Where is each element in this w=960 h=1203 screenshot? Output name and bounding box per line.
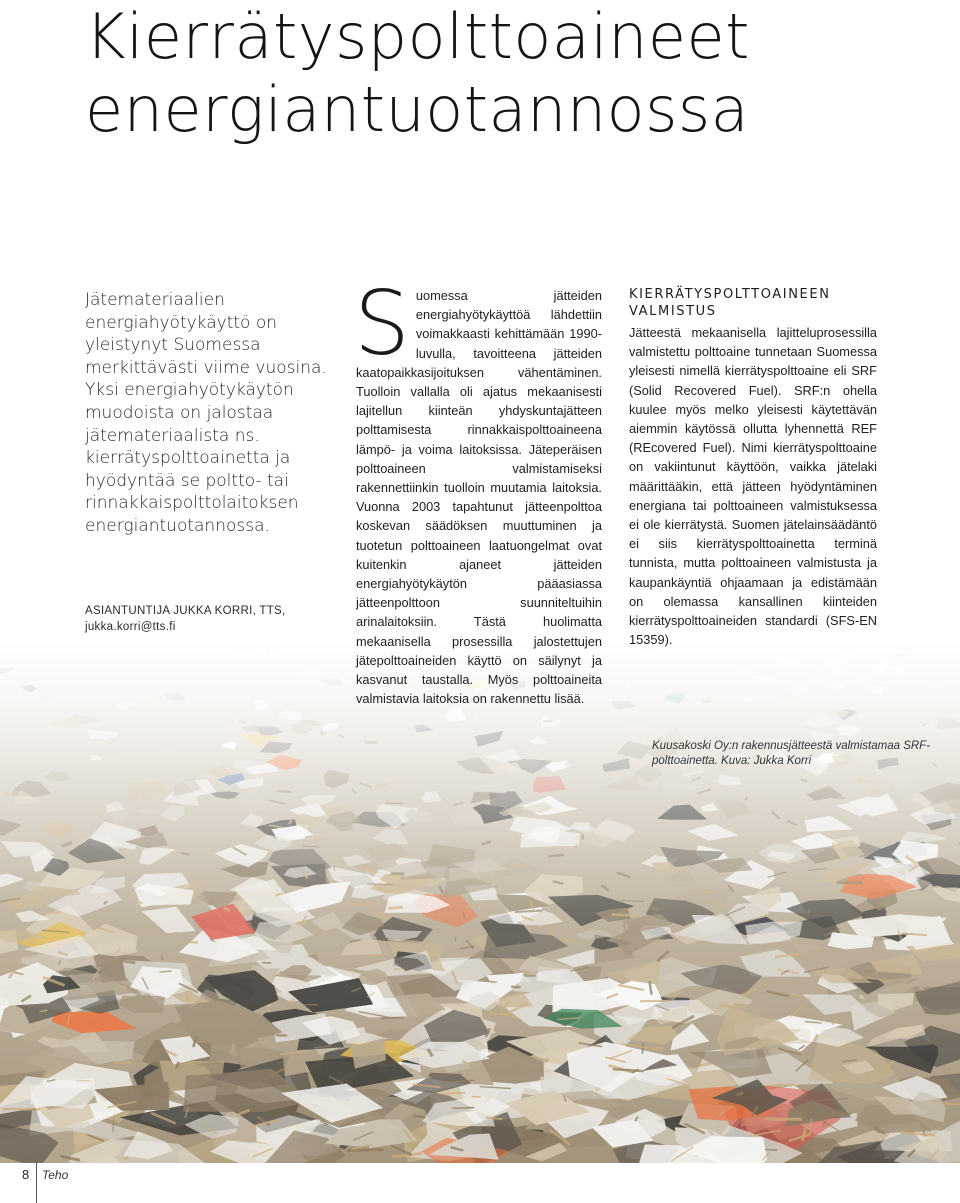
- author-name: ASIANTUNTIJA JUKKA KORRI, TTS,: [85, 605, 286, 617]
- section-subhead: [629, 286, 877, 320]
- page-number: 8: [22, 1167, 30, 1182]
- intro-paragraph-text: uomessa jätteiden energiahyötykäyttöä lähdettiin voimakkaasti kehittämään 1990-luvulla, tavoitteena jätteiden kaatopaikkasijoituksen vähentäminen. Tuolloin vallalla oli ajatus mekaanisesti lajitellun kiinteän yhdyskuntajätteen polttamisesta rinnakkaispolttoaineena lämpö- ja voima laitoksissa. Jäteperäisen polttoaineen valmistamiseksi rakennettiinkin tuolloin muutamia laitoksia. Vuonna 2003 tapahtunut jätteenpolttoa koskevan säädöksen muuttuminen ja tuotetun polttoaineen laatuongelmat ovat kuitenkin ajaneet jätteiden energiahyötykäytön pääasiassa jätteenpolttoon suunniteltuihin arinalaitoksiin. Tästä huolimatta mekaanisella prosessilla jalostettujen jätepolttoaineiden käyttö on säilynyt ja kasvanut taustalla. Myös polttoaineita valmistavia laitoksia on rakennettu lisää.: [356, 288, 602, 707]
- article-column-2: [629, 286, 877, 649]
- footer-divider: [36, 1163, 37, 1203]
- magazine-name: Teho: [42, 1168, 69, 1182]
- intro-paragraph: [354, 272, 602, 708]
- article-title: [85, 0, 750, 146]
- section-paragraph: Jätteestä mekaanisella lajitteluprosessilla valmistettu polttoaine tunnetaan Suomessa yleisesti nimellä kierrätyspolttoaine eli SRF (Solid Recovered Fuel). SRF:n ohella kuulee myös melko yleisesti käytettävän aiemmin käytössä ollutta lyhennettä REF (REcovered Fuel). Nimi kierrätyspolttoaine on vakiintunut käyttöön, vaikka jätelaki määrittääkin, että jätteen hyödyntäminen energiana tai polttoaineen valmistuksessa ei ole kierrätystä. Suomen jätelainsäädäntö ei siis kierrätyspolttoainetta terminä tunnista, mutta polttoaineen valmistusta ja kaupankäyntiä ohjaamaan ja edistämään on olemassa kansallinen kiinteiden kierrätyspolttoaineiden standardi (SFS-EN 15359).: [629, 325, 877, 648]
- subhead-line-2: VALMISTUS: [629, 304, 717, 319]
- article-column-1: [354, 272, 602, 708]
- author-email: jukka.korri@tts.fi: [85, 621, 176, 633]
- waste-pile-photo: [0, 640, 960, 1163]
- title-line-1: Kierrätyspolttoaineet: [85, 0, 750, 73]
- photo-caption: Kuusakoski Oy:n rakennusjätteestä valmistamaa SRF-polttoainetta. Kuva: Jukka Korri: [652, 740, 931, 767]
- lead-paragraph: Jätemateriaalien energiahyötykäyttö on yleistynyt Suomessa merkittävästi viime vuosina. Yksi energiahyötykäytön muodoista on jalostaa jätemateriaalista ns. kierrätyspolttoainetta ja hyödyntää se poltto- tai rinnakkaispolttolaitoksen energiantuotannossa.: [85, 290, 327, 536]
- author-byline: [85, 603, 335, 635]
- subhead-line-1: KIERRÄTYSPOLTTOAINEEN: [629, 287, 831, 302]
- title-line-2: energiantuotannossa: [85, 73, 750, 147]
- drop-cap: S: [354, 272, 410, 375]
